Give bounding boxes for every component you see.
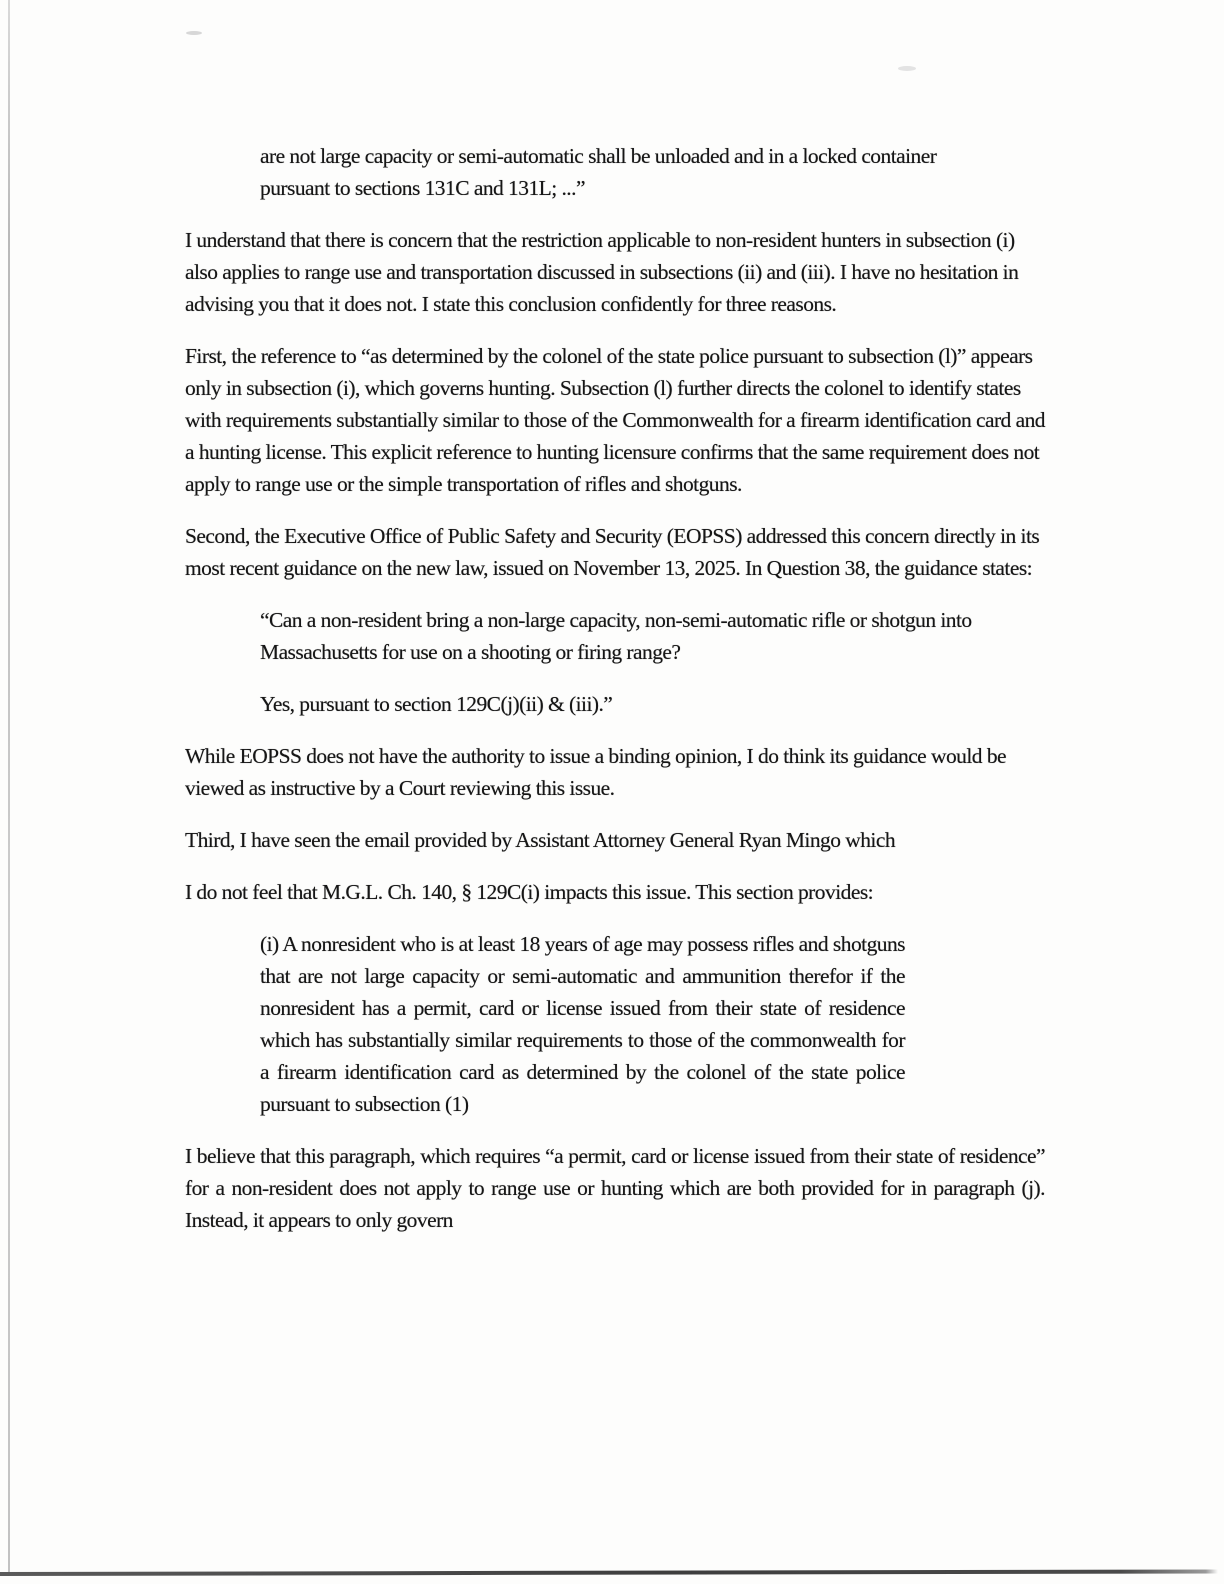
quote-eopss-question-38: “Can a non-resident bring a non-large capacity, non-semi-automatic rifle or shotgun into Massachusetts for use on a shooting or firing range? (260, 608, 972, 664)
scan-speck (186, 31, 202, 35)
paragraph-first-reason: First, the reference to “as determined by the colonel of the state police pursuant to subsection (l)” appears only in subsection (i), which governs hunting. Subsection (l) further directs the colonel to identify states with requirements substantially similar to those of the Commonwealth for a firearm identification card and a hunting license. This explicit reference to hunting licensure confirms that the same requirement does not apply to range use or the simple transportation of rifles and shotguns. (185, 344, 1045, 496)
scan-left-edge-artifact (8, 0, 10, 1572)
paragraph-concern-intro: I understand that there is concern that the restriction applicable to non-resident hunters in subsection (i) also applies to range use and transportation discussed in subsections (ii) and (iii). I have no hesitation in advising you that it does not. I state this conclusion confidently for three reasons. (185, 228, 1019, 316)
paragraph-second-reason-eopss: Second, the Executive Office of Public Safety and Security (EOPSS) addressed this concern directly in its most recent guidance on the new law, issued on November 13, 2025. In Question 38, the guidance states: (185, 524, 1040, 580)
letter-body (185, 140, 1045, 1256)
paragraph-eopss-weight: While EOPSS does not have the authority to issue a binding opinion, I do think its guidance would be viewed as instructive by a Court reviewing this issue. (185, 744, 1007, 800)
paragraph-conclusion: I believe that this paragraph, which requires “a permit, card or license issued from their state of residence” for a non-resident does not apply to range use or hunting which are both provided for in paragraph (j). Instead, it appears to only govern (185, 1144, 1045, 1232)
scan-bottom-edge-artifact (0, 1569, 1218, 1576)
paragraph-mgl-129c-intro: I do not feel that M.G.L. Ch. 140, § 129C(i) impacts this issue. This section provides: (185, 880, 874, 904)
quote-eopss-answer: Yes, pursuant to section 129C(j)(ii) & (iii).” (260, 692, 613, 716)
paragraph-third-reason-email: Third, I have seen the email provided by Assistant Attorney General Ryan Mingo which (185, 828, 896, 852)
quote-statute-excerpt-131c-131l: are not large capacity or semi-automatic shall be unloaded and in a locked container pursuant to sections 131C and 131L; ...” (260, 144, 937, 200)
scan-speck (898, 66, 916, 71)
quote-mgl-129c-subsection-i: (i) A nonresident who is at least 18 years of age may possess rifles and shotguns that are not large capacity or semi-automatic and ammunition therefor if the nonresident has a permit, card or license issued from their state of residence which has substantially similar requirements to those of the commonwealth for a firearm identification card as determined by the colonel of the state police pursuant to subsection (1) (260, 932, 905, 1116)
